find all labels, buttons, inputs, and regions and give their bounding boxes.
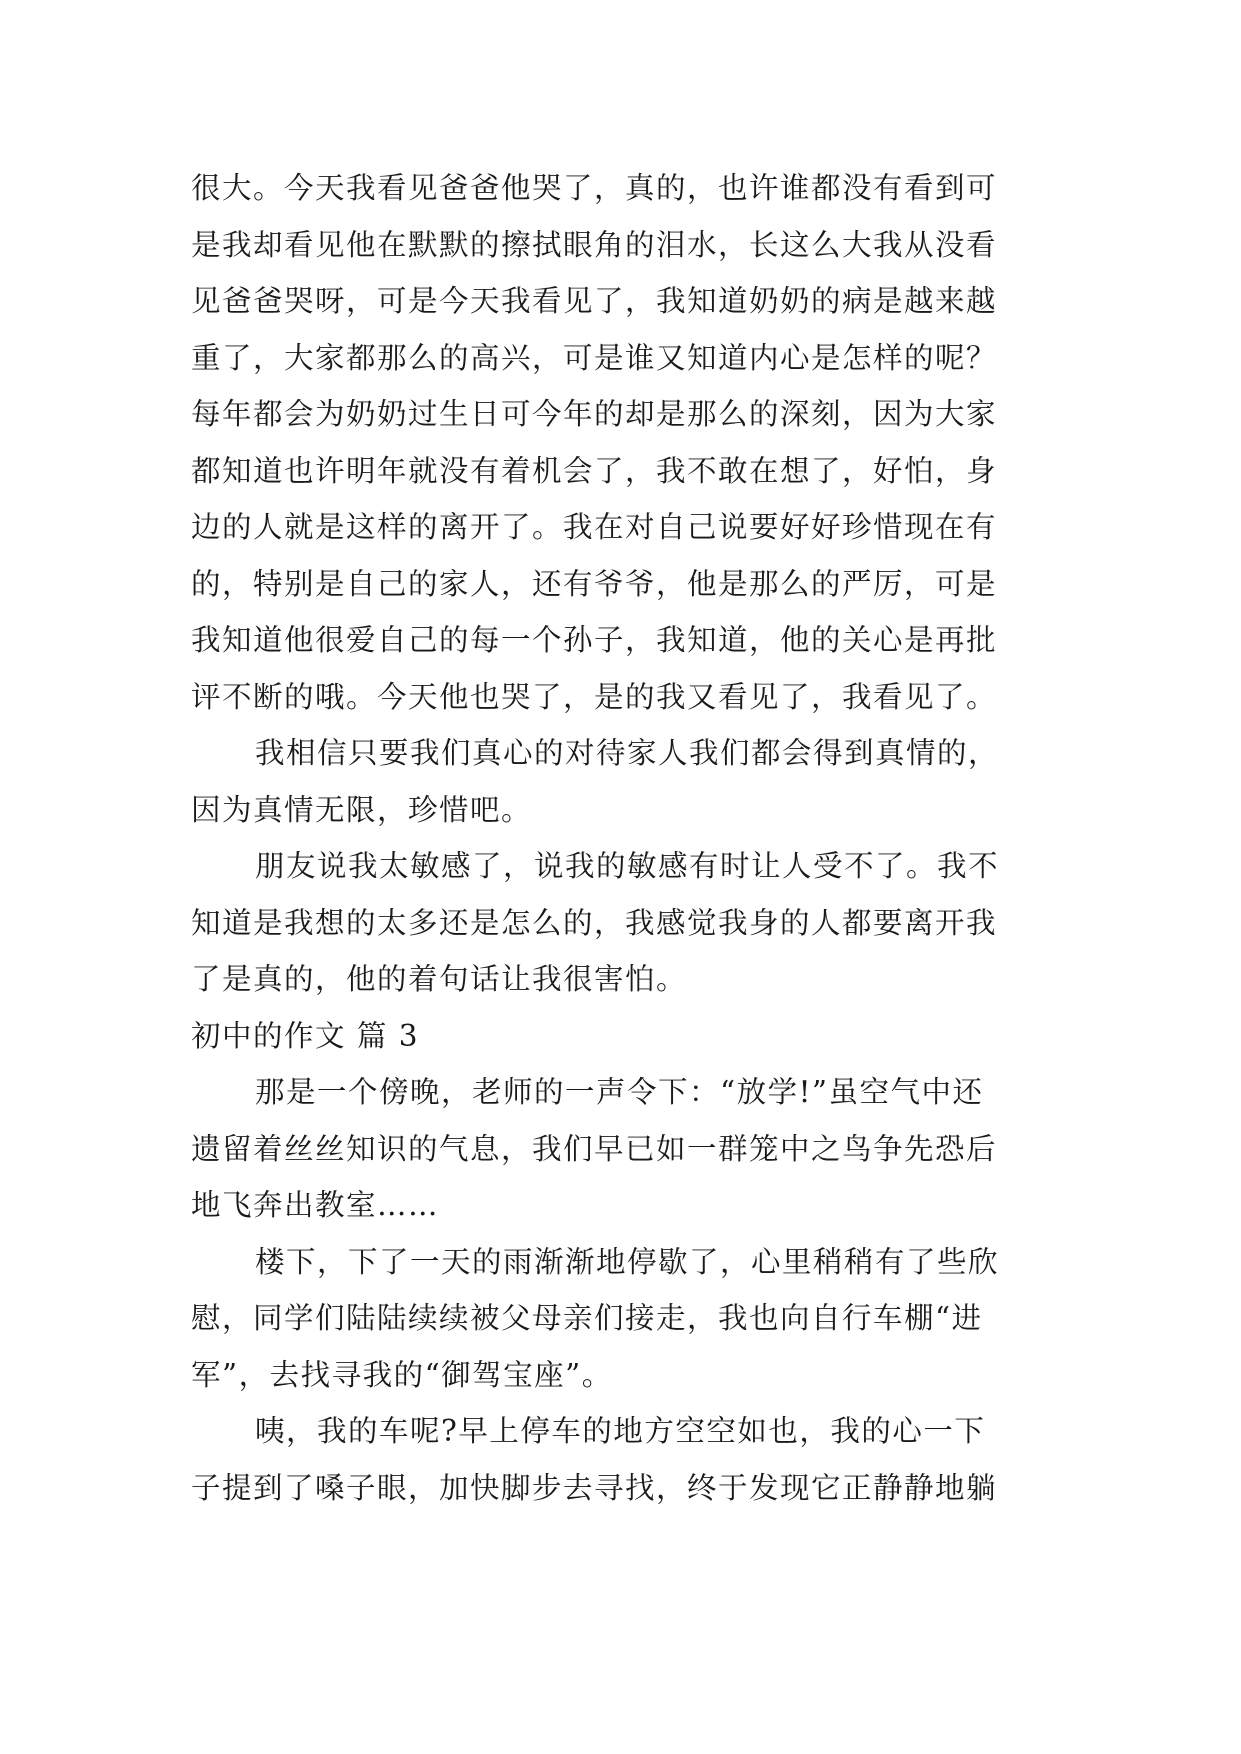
text-line: 遗留着丝丝知识的气息，我们早已如一群笼中之鸟争先恐后 (191, 1131, 998, 1166)
text-line: 是我却看见他在默默的擦拭眼角的泪水，长这么大我从没看 (191, 227, 998, 262)
text-line: 知道是我想的太多还是怎么的，我感觉我身的人都要离开我 (191, 905, 998, 940)
text-line: 重了，大家都那么的高兴，可是谁又知道内心是怎样的呢？ (191, 340, 998, 375)
text-line: 咦，我的车呢?早上停车的地方空空如也，我的心一下 (255, 1414, 986, 1448)
text-line: 军”，去找寻我的“御驾宝座”。 (191, 1357, 613, 1392)
text-line: 地飞奔出教室…… (191, 1188, 440, 1222)
body-text (191, 160, 1051, 1516)
text-line: 楼下，下了一天的雨渐渐地停歇了，心里稍稍有了些欣 (255, 1244, 1000, 1279)
text-line: 见爸爸哭呀，可是今天我看见了，我知道奶奶的病是越来越 (191, 284, 998, 318)
text-line: 都知道也许明年就没有着机会了，我不敢在想了，好怕，身 (191, 453, 998, 488)
text-line: 边的人就是这样的离开了。我在对自己说要好好珍惜现在有 (191, 510, 998, 544)
text-line: 我相信只要我们真心的对待家人我们都会得到真情的， (255, 736, 1000, 770)
text-line: 初中的作文 篇 3 (191, 1018, 420, 1053)
text-line: 很大。今天我看见爸爸他哭了，真的，也许谁都没有看到可 (191, 171, 998, 205)
text-line: 了是真的，他的着句话让我很害怕。 (191, 962, 688, 996)
text-line: 的，特别是自己的家人，还有爷爷，他是那么的严厉，可是 (191, 566, 998, 601)
text-line: 我知道他很爱自己的每一个孙子，我知道，他的关心是再批 (191, 623, 998, 657)
text-line: 慰，同学们陆陆续续被父母亲们接走，我也向自行车棚“进 (191, 1301, 983, 1335)
text-line: 每年都会为奶奶过生日可今年的却是那么的深刻，因为大家 (191, 397, 998, 431)
text-line: 子提到了嗓子眼，加快脚步去寻找，终于发现它正静静地躺 (191, 1470, 998, 1505)
text-line: 评不断的哦。今天他也哭了，是的我又看见了，我看见了。 (191, 679, 998, 714)
text-line: 因为真情无限，珍惜吧。 (191, 792, 533, 827)
text-line: 那是一个傍晚，老师的一声令下：“放学!”虽空气中还 (255, 1075, 984, 1109)
text-line: 朋友说我太敏感了，说我的敏感有时让人受不了。我不 (255, 849, 1000, 883)
